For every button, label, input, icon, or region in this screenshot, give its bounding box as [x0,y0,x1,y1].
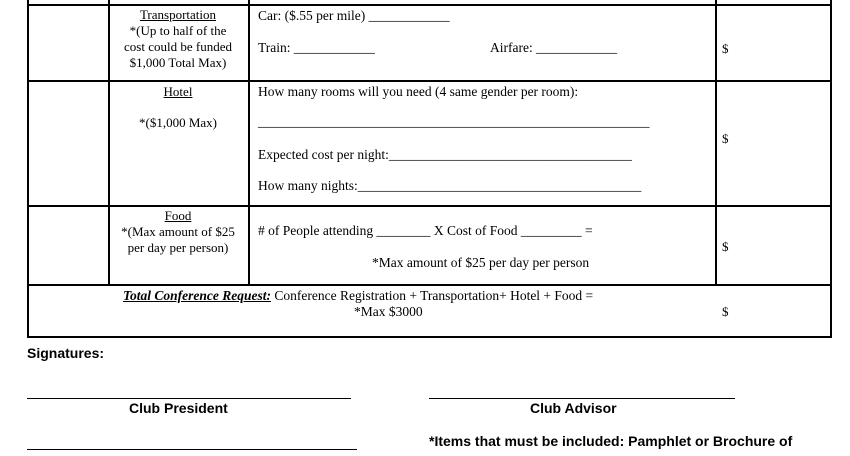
row-divider [27,336,832,338]
total-request-line [123,288,593,304]
hotel-title: Hotel [163,84,193,99]
row-divider [27,205,832,207]
hotel-category [108,84,248,100]
required-items-note: *Items that must be included: Pamphlet or Brochure of [429,433,793,449]
food-amount[interactable]: $ [722,239,729,254]
transportation-note-line: cost could be funded [124,39,232,54]
hotel-nights-field[interactable]: How many nights:__________________________________________ [258,178,642,193]
table-border-right [830,0,832,338]
signatures-heading: Signatures: [27,345,105,361]
total-request-formula: Conference Registration + Transportation+ Hotel + Food = [274,288,594,303]
president-signature-line[interactable] [27,398,351,399]
transportation-note-line: *(Up to half of the [129,23,227,38]
column-divider [715,0,717,286]
transportation-title: Transportation [139,7,217,22]
hotel-note: *($1,000 Max) [139,115,217,130]
row-divider [27,80,832,82]
transportation-category [108,7,248,71]
president-label: Club President [129,400,228,416]
total-request-max: *Max $3000 [354,304,423,319]
food-max-note: *Max amount of $25 per day per person [372,255,590,270]
car-mileage-field[interactable]: Car: ($.55 per mile) ____________ [258,8,450,23]
row-divider [27,284,832,286]
advisor-label: Club Advisor [530,400,617,416]
food-note-line: per day per person) [127,240,229,255]
hotel-cost-per-night-field[interactable]: Expected cost per night:____________________________________ [258,147,632,162]
food-category [108,208,248,256]
additional-signature-line[interactable] [27,449,357,450]
total-request-label: Total Conference Request: [123,288,271,303]
food-people-cost-field[interactable]: # of People attending ________ X Cost of Food _________ = [258,223,593,238]
food-note-line: *(Max amount of $25 [121,224,235,239]
table-border-left [27,0,29,338]
column-divider [248,0,250,286]
airfare-cost-field[interactable]: Airfare: ____________ [490,40,618,55]
transportation-note-line: $1,000 Total Max) [129,55,227,70]
hotel-rooms-question: How many rooms will you need (4 same gender per room): [258,84,579,99]
hotel-amount[interactable]: $ [722,131,729,146]
advisor-signature-line[interactable] [429,398,735,399]
total-amount[interactable]: $ [722,304,729,319]
transportation-amount[interactable]: $ [722,41,729,56]
train-cost-field[interactable]: Train: ____________ [258,40,375,55]
food-title: Food [164,208,192,223]
hotel-rooms-field[interactable]: __________________________________________________________ [258,114,650,129]
row-divider [27,4,832,6]
